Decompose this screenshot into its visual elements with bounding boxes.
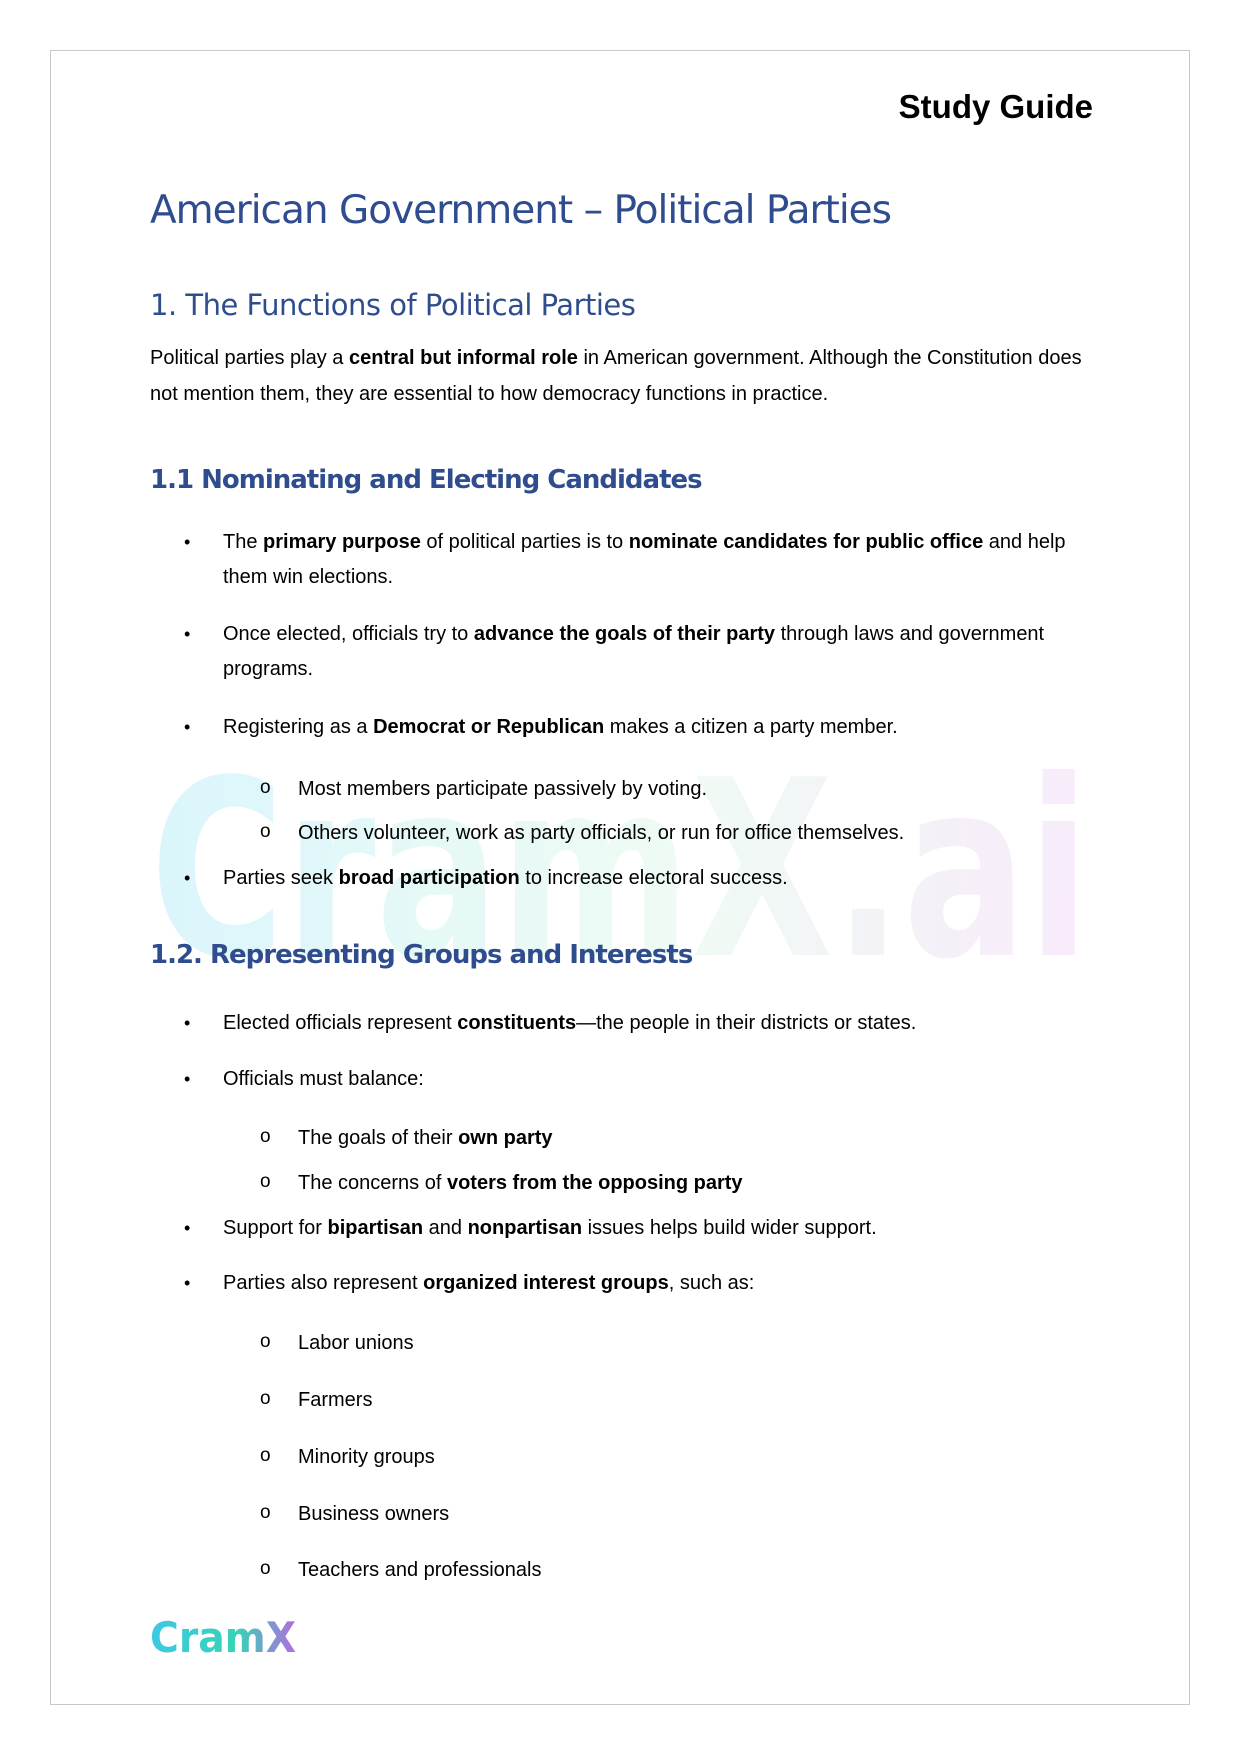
list-item: Parties also represent organized interest groups, such as: — [223, 1272, 755, 1294]
sub-bullet-marker: o — [260, 1171, 271, 1192]
sub-bullet-marker: o — [260, 1126, 271, 1147]
section-1-2-heading: 1.2. Representing Groups and Interests — [150, 940, 693, 970]
sub-bullet-marker: o — [260, 1331, 271, 1352]
bullet-marker: • — [184, 717, 191, 737]
sub-bullet-marker: o — [260, 777, 271, 798]
list-item: Parties seek broad participation to increase electoral success. — [223, 867, 788, 889]
sub-bullet-marker: o — [260, 1558, 271, 1579]
bullet-marker: • — [184, 624, 191, 644]
header-label: Study Guide — [898, 88, 1093, 125]
sub-list-item: Most members participate passively by voting. — [298, 778, 708, 800]
intro-paragraph: Political parties play a central but informal role in American government. Although the Constitution does not mention them, they are essential to how democracy functions in practice. — [150, 347, 1082, 405]
bullet-marker: • — [184, 1013, 191, 1033]
sub-bullet-marker: o — [260, 1445, 271, 1466]
section-1-heading: 1. The Functions of Political Parties — [150, 288, 636, 322]
list-item: Registering as a Democrat or Republican makes a citizen a party member. — [223, 716, 898, 738]
list-item: Officials must balance: — [223, 1068, 424, 1090]
sub-list-item: The concerns of voters from the opposing party — [298, 1172, 743, 1194]
bullet-marker: • — [184, 1218, 191, 1238]
document-title: American Government – Political Parties — [150, 188, 891, 233]
sub-bullet-marker: o — [260, 1388, 271, 1409]
sub-list-item: Business owners — [298, 1503, 450, 1525]
list-item: The primary purpose of political parties is to nominate candidates for public office and help them win elections. — [223, 531, 1066, 588]
section-1-1-heading: 1.1 Nominating and Electing Candidates — [150, 465, 702, 495]
sub-list-item: Others volunteer, work as party officials, or run for office themselves. — [298, 822, 905, 844]
sub-list-item: Minority groups — [298, 1446, 435, 1468]
bullet-marker: • — [184, 1069, 191, 1089]
cramx-logo — [150, 1612, 300, 1662]
watermark-text: CramX.ai — [150, 755, 1090, 995]
list-item: Elected officials represent constituents—the people in their districts or states. — [223, 1012, 917, 1034]
sub-list-item: Farmers — [298, 1389, 373, 1411]
list-item: Once elected, officials try to advance the goals of their party through laws and government programs. — [223, 623, 1045, 680]
bullet-marker: • — [184, 532, 191, 552]
sub-bullet-marker: o — [260, 821, 271, 842]
sub-list-item: The goals of their own party — [298, 1127, 553, 1149]
sub-bullet-marker: o — [260, 1502, 271, 1523]
logo-text: CramX — [150, 1613, 296, 1662]
bullet-marker: • — [184, 868, 191, 888]
bullet-marker: • — [184, 1273, 191, 1293]
sub-list-item: Teachers and professionals — [298, 1559, 542, 1581]
list-item: Support for bipartisan and nonpartisan issues helps build wider support. — [223, 1217, 877, 1239]
sub-list-item: Labor unions — [298, 1332, 414, 1354]
